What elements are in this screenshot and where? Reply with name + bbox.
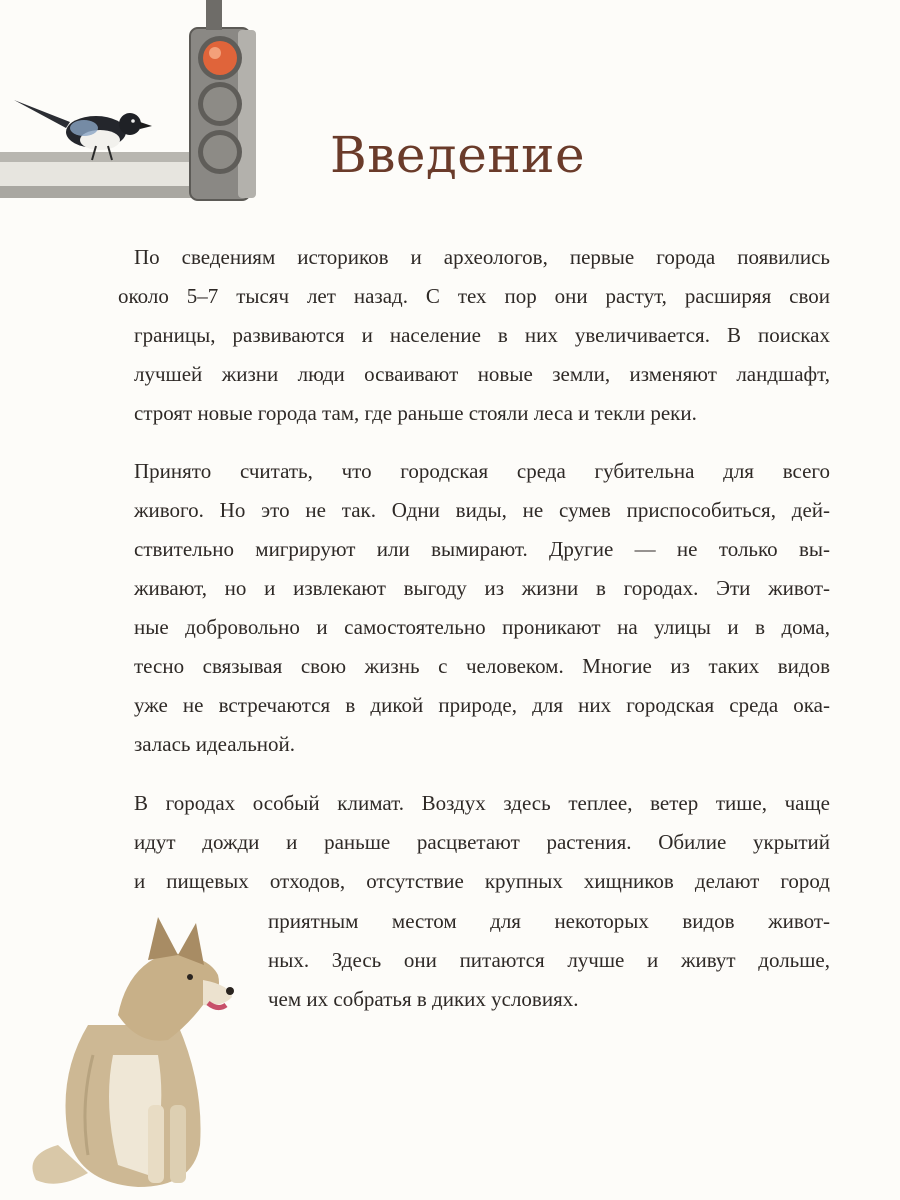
- text-line: Принято считать, что городская среда губительна для всего: [134, 459, 830, 483]
- text-line: живают, но и извлекают выгоду из жизни в городах. Эти живот-: [134, 576, 830, 600]
- text-line: залась идеальной.: [134, 732, 296, 756]
- text-line: тесно связывая свою жизнь с человеком. Многие из таких видов: [134, 654, 830, 678]
- paragraph-1: [118, 238, 830, 433]
- red-light-icon: [203, 41, 237, 75]
- sitting-dog-illustration: [18, 905, 258, 1195]
- pole-lower: [0, 186, 200, 198]
- text-line: ствительно мигрируют или вымирают. Другие — не только вы-: [134, 537, 830, 561]
- pole-upper: [0, 152, 200, 162]
- text-line: живого. Но это не так. Одни виды, не сумев приспособиться, дей-: [134, 498, 830, 522]
- text-line: приятным местом для некоторых видов живот-: [268, 909, 830, 933]
- text-line: лучшей жизни люди осваивают новые земли, изменяют ландшафт,: [134, 362, 830, 386]
- text-line: ных. Здесь они питаются лучше и живут дольше,: [268, 948, 830, 972]
- paragraph-3-bottom: [268, 902, 830, 1019]
- text-line: ные добровольно и самостоятельно проникают на улицы и в дома,: [134, 615, 830, 639]
- paragraph-3-top: [118, 784, 830, 901]
- paragraph-2: [118, 452, 830, 764]
- text-line: чем их собратья в диких условиях.: [268, 987, 579, 1011]
- text-line: В городах особый климат. Воздух здесь теплее, ветер тише, чаще: [134, 791, 830, 815]
- traffic-light-magpie-illustration: [0, 0, 270, 215]
- text-line: уже не встречаются в дикой природе, для них городская среда ока-: [134, 693, 830, 717]
- text-line: По сведениям историков и археологов, первые города появились: [134, 245, 830, 269]
- page-title: Введение: [330, 126, 586, 184]
- magpie-icon: [14, 100, 152, 160]
- text-line: границы, развиваются и население в них увеличивается. В поисках: [134, 323, 830, 347]
- yellow-light-icon: [203, 87, 237, 121]
- text-line: около 5–7 тысяч лет назад. С тех пор они растут, расширяя свои: [118, 284, 830, 308]
- text-line: и пищевых отходов, отсутствие крупных хищников делают город: [134, 869, 830, 893]
- green-light-icon: [203, 135, 237, 169]
- text-line: идут дожди и раньше расцветают растения. Обилие укрытий: [134, 830, 830, 854]
- text-line: строят новые города там, где раньше стояли леса и текли реки.: [134, 401, 697, 425]
- dog-icon: [32, 917, 234, 1187]
